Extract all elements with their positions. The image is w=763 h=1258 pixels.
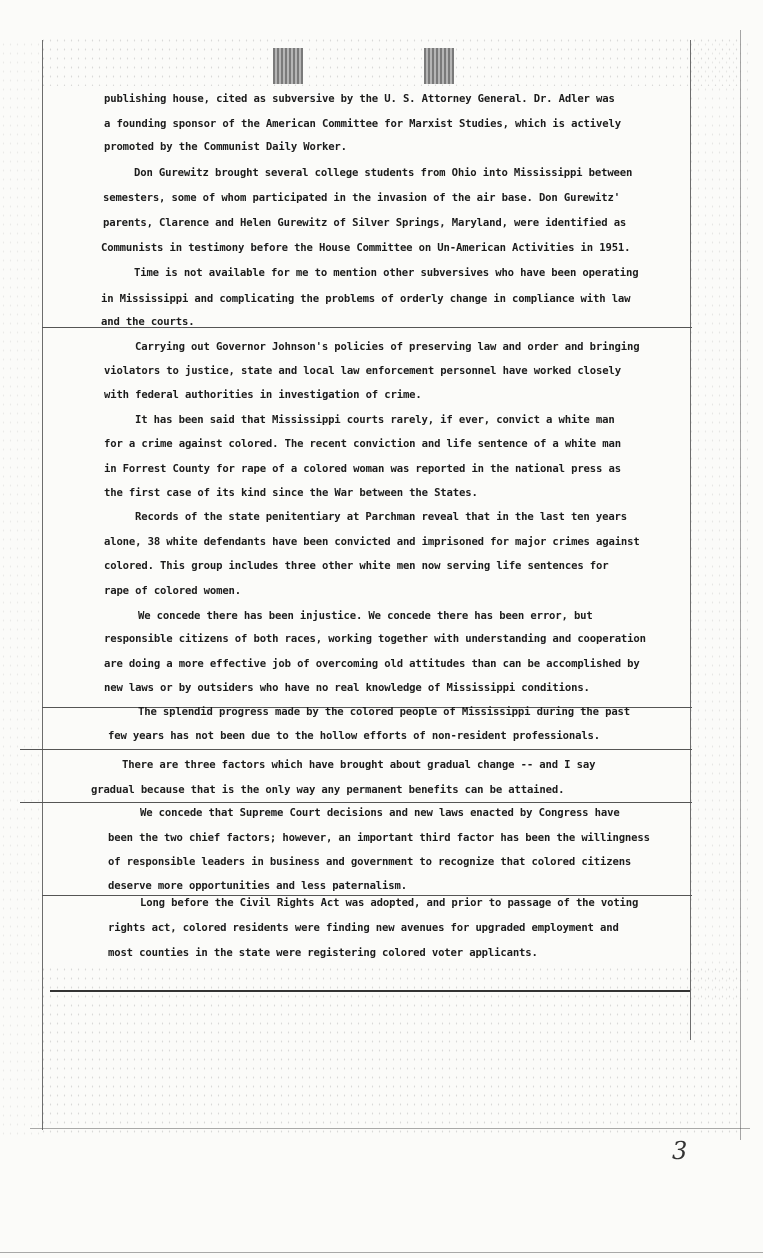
right-margin-line [690, 40, 691, 1040]
paste-line-3 [20, 749, 692, 750]
text-line: deserve more opportunities and less paternalism. [108, 880, 407, 892]
text-line: Communists in testimony before the House Committee on Un-American Activities in 1951. [101, 242, 631, 254]
text-line: Records of the state penitentiary at Parchman reveal that in the last ten years [135, 511, 628, 523]
text-line: alone, 38 white defendants have been convicted and imprisoned for major crimes against [104, 536, 640, 548]
text-line: the first case of its kind since the War between the States. [104, 487, 478, 499]
text-line: a founding sponsor of the American Committee for Marxist Studies, which is actively [104, 118, 621, 130]
text-line: are doing a more effective job of overcoming old attitudes than can be accomplished by [104, 658, 640, 670]
text-line: semesters, some of whom participated in the invasion of the air base. Don Gurewitz' [103, 192, 620, 204]
page-bottom-line [0, 1252, 763, 1253]
text-line: gradual because that is the only way any permanent benefits can be attained. [91, 784, 565, 796]
text-line: We concede that Supreme Court decisions and new laws enacted by Congress have [140, 807, 620, 819]
text-line: new laws or by outsiders who have no real knowledge of Mississippi conditions. [104, 682, 590, 694]
text-line: Carrying out Governor Johnson's policies of preserving law and order and bringing [135, 341, 640, 353]
text-line: rape of colored women. [104, 585, 242, 597]
text-line: for a crime against colored. The recent conviction and life sentence of a white man [104, 438, 621, 450]
text-line: There are three factors which have brought about gradual change -- and I say [122, 759, 596, 771]
text-line: Don Gurewitz brought several college students from Ohio into Mississippi between [134, 167, 633, 179]
text-line: been the two chief factors; however, an important third factor has been the willingness [108, 832, 650, 844]
text-line: few years has not been due to the hollow efforts of non-resident professionals. [108, 730, 601, 742]
text-line: of responsible leaders in business and government to recognize that colored citizens [108, 856, 632, 868]
text-line: with federal authorities in investigation of crime. [104, 389, 422, 401]
right-edge-line [740, 30, 741, 1140]
text-line: publishing house, cited as subversive by the U. S. Attorney General. Dr. Adler was [104, 93, 615, 105]
text-line: We concede there has been injustice. We concede there has been error, but [138, 610, 593, 622]
text-line: responsible citizens of both races, working together with understanding and cooperation [104, 633, 646, 645]
text-line: parents, Clarence and Helen Gurewitz of Silver Springs, Maryland, were identified as [103, 217, 627, 229]
scan-noise-right [688, 40, 748, 1000]
text-line: Time is not available for me to mention other subversives who have been operating [134, 267, 639, 279]
paste-line-4 [20, 802, 692, 803]
text-line: promoted by the Communist Daily Worker. [104, 141, 347, 153]
text-line: in Forrest County for rape of a colored woman was reported in the national press as [104, 463, 621, 475]
text-line: violators to justice, state and local law enforcement personnel have worked closely [104, 365, 621, 377]
text-line: It has been said that Mississippi courts rarely, if ever, convict a white man [135, 414, 615, 426]
paste-line-7 [30, 1128, 750, 1129]
paste-line-6 [50, 990, 690, 992]
text-line: colored. This group includes three other white men now serving life sentences for [104, 560, 609, 572]
text-line: The splendid progress made by the colored people of Mississippi during the past [138, 706, 631, 718]
page-number: 3 [672, 1137, 688, 1165]
binder-tab-left [273, 48, 303, 84]
scan-noise-top [40, 36, 740, 86]
text-line: most counties in the state were registering colored voter applicants. [108, 947, 538, 959]
binder-tab-right [424, 48, 454, 84]
left-margin-line [42, 40, 43, 1130]
text-line: rights act, colored residents were finding new avenues for upgraded employment and [108, 922, 619, 934]
text-line: in Mississippi and complicating the problems of orderly change in compliance with law [101, 293, 631, 305]
scan-noise-left [0, 40, 40, 1140]
text-line: and the courts. [101, 316, 195, 328]
text-line: Long before the Civil Rights Act was adopted, and prior to passage of the voting [140, 897, 639, 909]
